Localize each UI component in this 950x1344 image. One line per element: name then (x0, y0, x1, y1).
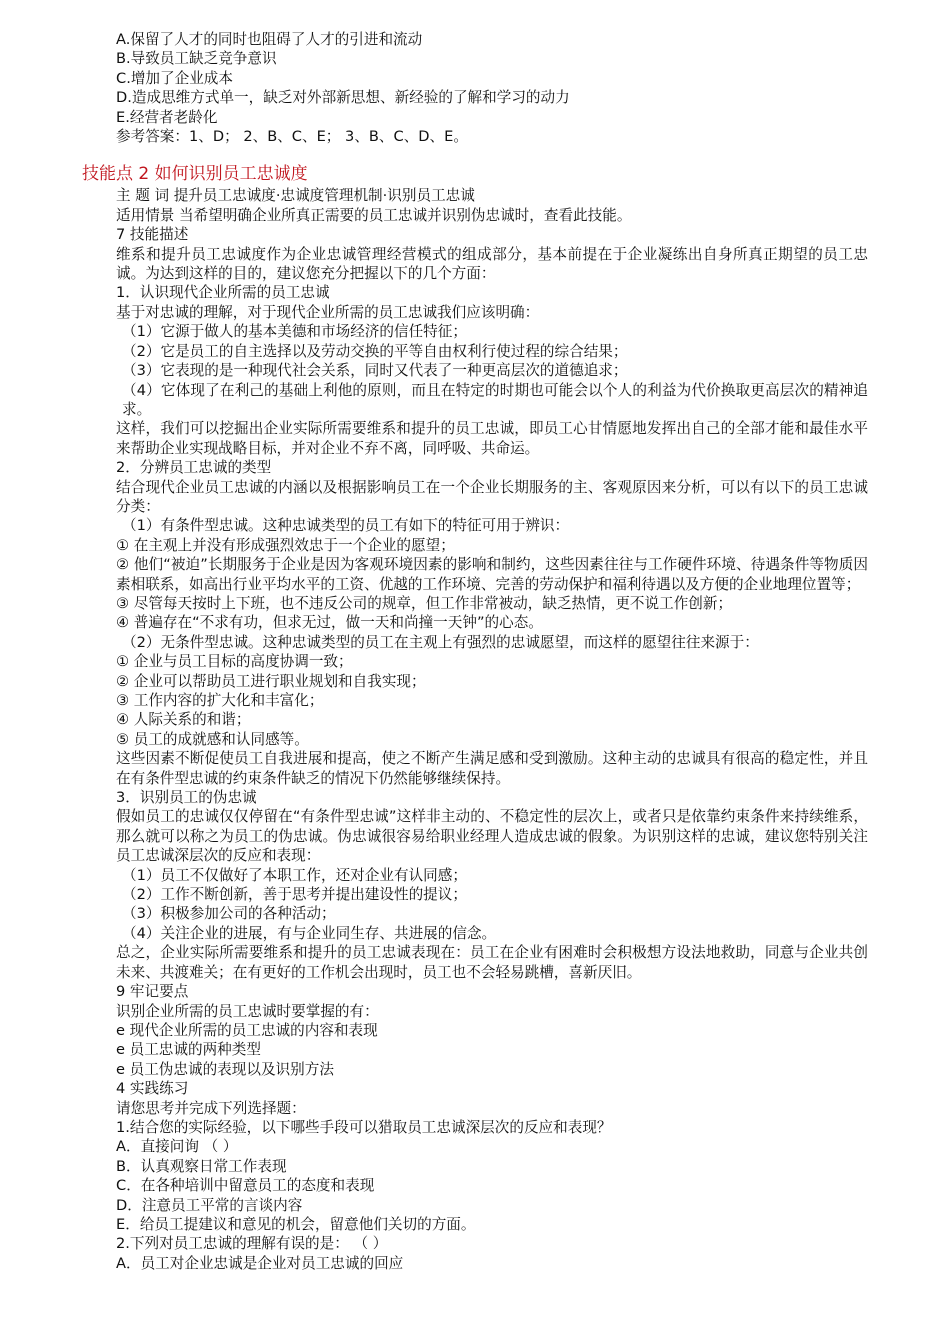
practice-heading: 4 实践练习 (116, 1080, 189, 1098)
part-intro: 假如员工的忠诚仅仅停留在“有条件型忠诚”这样非主动的、不稳定性的层次上，或者只是依靠约束条件来持续维系，那么就可以称之为员工的伪忠诚。伪忠诚很容易给职业经理人造成忠诚的假象。为识别这样的忠诚，建议您特别关注员工忠诚深层次的反应和表现： (116, 808, 868, 865)
option-line: B.导致员工缺乏竞争意识 (116, 50, 277, 68)
list-item: ② 企业可以帮助员工进行职业规划和自我实现； (116, 672, 426, 690)
option-line: E.经营者老龄化 (116, 108, 218, 126)
question-1-option: C．在各种培训中留意员工的态度和表现 (116, 1177, 375, 1195)
part-conclusion: 总之，企业实际所需要维系和提升的员工忠诚表现在：员工在企业有困难时会积极想方设法地救助，同意与企业共创未来、共渡难关；在有更好的工作机会出现时，员工也不会轻易跳槽，喜新厌旧。 (116, 944, 868, 981)
type-heading: （2）无条件型忠诚。这种忠诚类型的员工在主观上有强烈的忠诚愿望，而这样的愿望往往来源于： (122, 633, 759, 651)
description-intro: 维系和提升员工忠诚度作为企业忠诚管理经营模式的组成部分，基本前提在于企业凝练出自身所真正期望的员工忠诚。为达到这样的目的，建议您充分把握以下的几个方面： (116, 245, 868, 283)
list-item: ① 企业与员工目标的高度协调一致； (116, 653, 353, 671)
memo-item: e 员工伪忠诚的表现以及识别方法 (116, 1060, 334, 1078)
type-heading: （1）有条件型忠诚。这种忠诚类型的员工有如下的特征可用于辨识： (122, 517, 570, 535)
list-item: （1）员工不仅做好了本职工作，还对企业有认同感； (122, 866, 467, 884)
part-intro: 基于对忠诚的理解，对于现代企业所需的员工忠诚我们应该明确： (116, 303, 540, 321)
list-item: （1）它源于做人的基本美德和市场经济的信任特征； (122, 323, 467, 341)
part-2 (82, 458, 868, 788)
list-item: （4）它体现了在利己的基础上利他的原则，而且在特定的时期也可能会以个人的利益为代价换取更高层次的精神追求。 (122, 381, 868, 418)
option-line: C.增加了企业成本 (116, 69, 233, 87)
memo-intro: 识别企业所需的员工忠诚时要掌握的有： (116, 1002, 379, 1020)
list-item: （2）工作不断创新，善于思考并提出建设性的提议； (122, 886, 467, 904)
option-line: D.造成思维方式单一，缺乏对外部新思想、新经验的了解和学习的动力 (116, 89, 570, 107)
list-item: （3）积极参加公司的各种活动； (122, 905, 336, 923)
question-2: 2.下列对员工忠诚的理解有误的是： （ ） (116, 1235, 388, 1253)
question-1-option: A．直接问询 （ ） (116, 1138, 238, 1156)
list-item: ③ 尽管每天按时上下班，也不违反公司的规章，但工作非常被动，缺乏热情，更不说工作创新； (116, 594, 733, 612)
list-item: ③ 工作内容的扩大化和丰富化； (116, 692, 324, 709)
list-item: ① 在主观上并没有形成强烈效忠于一个企业的愿望； (116, 536, 455, 554)
part-title: 2．分辨员工忠诚的类型 (116, 459, 272, 477)
question-1-option: D．注意员工平常的言谈内容 (116, 1196, 303, 1214)
practice-section (82, 1079, 868, 1273)
question-2-option: A．员工对企业忠诚是企业对员工忠诚的回应 (116, 1254, 404, 1272)
list-item: （4）关注企业的进展，有与企业同生存、共进展的信念。 (122, 924, 497, 942)
list-item: ⑤ 员工的成就感和认同感等。 (116, 730, 309, 748)
list-item: ④ 人际关系的和谐； (116, 711, 251, 729)
memo-heading: 9 牢记要点 (116, 983, 189, 1001)
list-item: ② 他们“被迫”长期服务于企业是因为客观环境因素的影响和制约，这些因素往往与工作硬件环境、待遇条件等物质因素相联系，如高出行业平均水平的工资、优越的工作环境、完善的劳动保护和福利待遇以及方便的企业地理位置等； (116, 556, 868, 593)
situation-line: 适用情景 当希望明确企业所真正需要的员工忠诚并识别伪忠诚时，查看此技能。 (116, 206, 632, 224)
part-conclusion: 这些因素不断促使员工自我进展和提高，使之不断产生满足感和受到激励。这种主动的忠诚具有很高的稳定性，并且在有条件型忠诚的约束条件缺乏的情况下仍然能够继续保持。 (116, 750, 868, 787)
list-item: （3）它表现的是一种现代社会关系，同时又代表了一种更高层次的道德追求； (122, 362, 628, 380)
part-1 (82, 283, 868, 458)
keywords-line: 主 题 词 提升员工忠诚度·忠诚度管理机制·识别员工忠诚 (116, 187, 475, 205)
part-intro: 结合现代企业员工忠诚的内涵以及根据影响员工在一个企业长期服务的主、客观原因来分析，可以有以下的员工忠诚分类： (116, 478, 868, 515)
section-title: 技能点 2 如何识别员工忠诚度 (82, 164, 308, 185)
part-title: 1．认识现代企业所需的员工忠诚 (116, 284, 330, 302)
description-heading: 7 技能描述 (116, 226, 189, 244)
list-item: ④ 普遍存在“不求有功，但求无过，做一天和尚撞一天钟”的心态。 (116, 614, 543, 632)
part-3 (82, 788, 868, 982)
previous-question-options (82, 30, 868, 146)
option-line: A.保留了人才的同时也阻碍了人才的引进和流动 (116, 31, 423, 48)
practice-intro: 请您思考并完成下列选择题： (116, 1099, 306, 1117)
reference-answer: 参考答案：1、D； 2、B、C、E； 3、B、C、D、E。 (116, 128, 468, 146)
part-conclusion: 这样，我们可以挖掘出企业实际所需要维系和提升的员工忠诚，即员工心甘情愿地发挥出自己的全部才能和最佳水平来帮助企业实现战略目标，并对企业不弃不离，同呼吸、共命运。 (116, 420, 868, 457)
memo-section (82, 982, 868, 1079)
question-1: 1.结合您的实际经验，以下哪些手段可以猎取员工忠诚深层次的反应和表现？ (116, 1118, 612, 1136)
question-1-option: E．给员工提建议和意见的机会，留意他们关切的方面。 (116, 1215, 476, 1233)
part-title: 3．识别员工的伪忠诚 (116, 789, 257, 807)
question-1-option: B．认真观察日常工作表现 (116, 1157, 287, 1175)
list-item: （2）它是员工的自主选择以及劳动交换的平等自由权利行使过程的综合结果； (122, 342, 628, 360)
memo-item: e 员工忠诚的两种类型 (116, 1041, 261, 1059)
memo-item: e 现代企业所需的员工忠诚的内容和表现 (116, 1021, 378, 1039)
